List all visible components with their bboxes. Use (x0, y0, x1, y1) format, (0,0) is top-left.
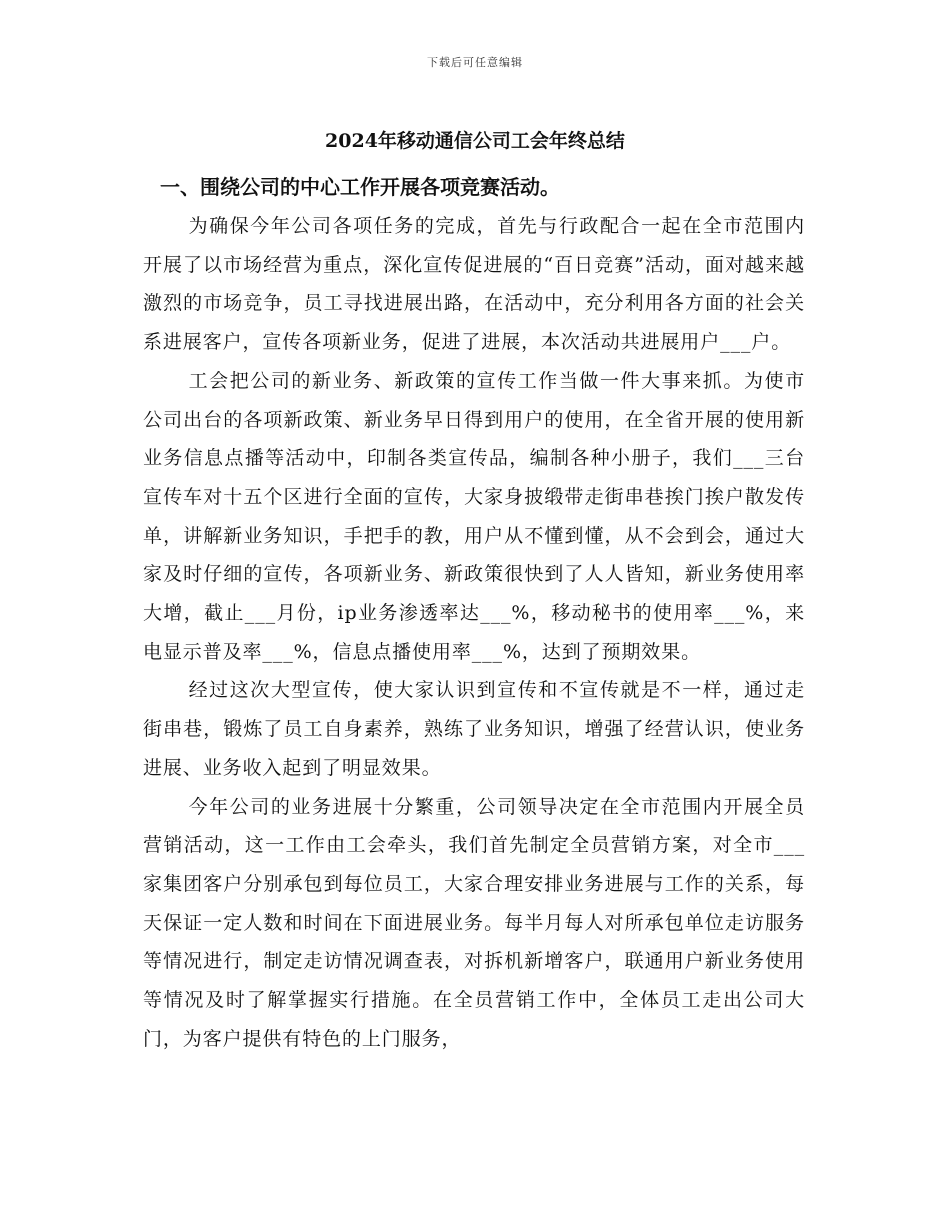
paragraph: 经过这次大型宣传，使大家认识到宣传和不宣传就是不一样，通过走街串巷，锻炼了员工自身素养，熟练了业务知识，增强了经营认识，使业务进展、业务收入起到了明显效果。 (143, 679, 805, 779)
document-title: 2024年移动通信公司工会年终总结 (325, 130, 625, 152)
header-note: 下载后可任意编辑 (427, 56, 523, 69)
paragraph: 工会把公司的新业务、新政策的宣传工作当做一件大事来抓。为使市公司出台的各项新政策、新业务早日得到用户的使用，在全省开展的使用新业务信息点播等活动中，印制各类宣传品，编制各种小册子，我们___三台宣传车对十五个区进行全面的宣传，大家身披缎带走街串巷挨门挨户散发传单，讲解新业务知识，手把手的教，用户从不懂到懂，从不会到会，通过大家及时仔细的宣传，各项新业务、新政策很快到了人人皆知，新业务使用率大增，截止___月份，ip业务渗透率达___%，移动秘书的使用率___%，来电显示普及率___%，信息点播使用率___%，达到了预期效果。 (143, 369, 805, 663)
section-heading: 一、围绕公司的中心工作开展各项竞赛活动。 (160, 175, 560, 199)
document-body (143, 207, 805, 1058)
paragraph: 为确保今年公司各项任务的完成，首先与行政配合一起在全市范围内开展了以市场经营为重点，深化宣传促进展的“百日竞赛”活动，面对越来越激烈的市场竞争，员工寻找进展出路，在活动中，充分利用各方面的社会关系进展客户，宣传各项新业务，促进了进展，本次活动共进展用户___户。 (143, 215, 805, 354)
paragraph: 今年公司的业务进展十分繁重，公司领导决定在全市范围内开展全员营销活动，这一工作由工会牵头，我们首先制定全员营销方案，对全市___家集团客户分别承包到每位员工，大家合理安排业务进展与工作的关系，每天保证一定人数和时间在下面进展业务。每半月每人对所承包单位走访服务等情况进行，制定走访情况调查表，对拆机新增客户，联通用户新业务使用等情况及时了解掌握实行措施。在全员营销工作中，全体员工走出公司大门，为客户提供有特色的上门服务， (143, 795, 805, 1050)
